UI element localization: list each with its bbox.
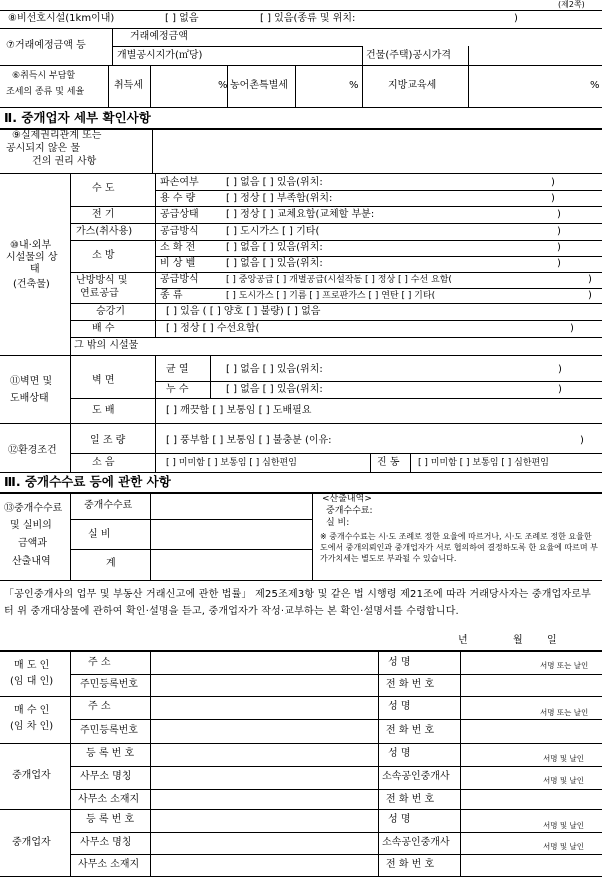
gas-method-label: 공급방식	[160, 226, 199, 237]
seller-sign[interactable]: 서명 또는 날인	[540, 661, 589, 670]
rural-tax-label: 농어촌특별세	[230, 80, 288, 91]
acq-tax-label: 취득세	[114, 80, 143, 91]
land-price-label: 개별공시지가(㎡당)	[117, 50, 203, 61]
total-label: 계	[106, 558, 116, 569]
wall-label-1: ⑪벽면 및	[10, 376, 53, 387]
page-label: (제2쪽)	[558, 0, 585, 9]
fire-label: 소 방	[92, 250, 115, 261]
facility-label-1: ⑩내·외부	[10, 240, 52, 251]
close-paren: )	[588, 274, 592, 285]
buyer-name-label: 성 명	[388, 701, 411, 712]
seller-address-label: 주 소	[88, 657, 111, 668]
noise-options[interactable]: [ ] 미미함 [ ] 보통임 [ ] 심한편임	[166, 458, 297, 468]
noise-label: 소 음	[92, 457, 115, 468]
drain-label: 배 수	[92, 323, 115, 334]
pct-2: %	[349, 80, 359, 91]
close-paren: )	[580, 435, 584, 446]
wall-label-2: 도배상태	[10, 393, 49, 404]
gas-label: 가스(취사용)	[76, 226, 133, 237]
agent1-addr-label: 사무소 소재지	[78, 794, 140, 805]
agent1-sign[interactable]: 서명 및 날인	[543, 754, 584, 763]
leak-options[interactable]: [ ] 없음 [ ] 있음(위치:	[226, 384, 323, 395]
hydrant-label: 소 화 전	[160, 242, 196, 253]
seller-regno-label: 주민등록번호	[80, 679, 138, 690]
date-day: 일	[547, 635, 557, 646]
close-paren: )	[514, 13, 518, 24]
agent1-affiliated-sign[interactable]: 서명 및 날인	[543, 776, 584, 785]
vibration-options[interactable]: [ ] 미미함 [ ] 보통임 [ ] 심한편임	[418, 458, 549, 468]
gas-options[interactable]: [ ] 도시가스 [ ] 기타(	[226, 226, 320, 237]
sunlight-options[interactable]: [ ] 풍부함 [ ] 보통임 [ ] 불충분 (이유:	[166, 435, 332, 446]
wallpaper-options[interactable]: [ ] 깨끗함 [ ] 보통임 [ ] 도배필요	[166, 405, 312, 416]
nimby-none-checkbox[interactable]: [ ] 없음	[165, 13, 199, 24]
agent1-label: 중개업자	[12, 770, 51, 781]
agent1-name-label: 성 명	[388, 748, 411, 759]
seller-label-2: (임 대 인)	[10, 676, 54, 687]
date-year: 년	[458, 635, 468, 646]
expected-price-label: ⑦거래예정금액 등	[6, 40, 86, 51]
heating-method-options[interactable]: [ ] 중앙공급 [ ] 개별공급(시설작동 [ ] 정상 [ ] 수선 요함(	[226, 275, 452, 285]
close-paren: )	[557, 226, 561, 237]
other-facilities-label: 그 밖의 시설물	[74, 340, 139, 351]
agent1-reg-label: 등 록 번 호	[86, 748, 135, 759]
water-label: 수 도	[92, 183, 115, 194]
water-amount-options[interactable]: [ ] 정상 [ ] 부족함(위치:	[226, 193, 333, 204]
close-paren: )	[570, 323, 574, 334]
agent2-reg-label: 등 록 번 호	[86, 814, 135, 825]
fee-label-2: 및 실비의	[10, 520, 52, 531]
expected-price-sub: 거래예정금액	[130, 31, 188, 42]
tax-label-1: ⑥취득시 부담할	[12, 71, 76, 81]
agent-fee-label: 중개수수료	[84, 500, 133, 511]
sunlight-label: 일 조 량	[90, 435, 126, 446]
buyer-regno-label: 주민등록번호	[80, 725, 138, 736]
hydrant-options[interactable]: [ ] 없음 [ ] 있음(위치:	[226, 242, 323, 253]
electric-supply-label: 공급상태	[160, 209, 199, 220]
seller-name-label: 성 명	[388, 657, 411, 668]
buyer-sign[interactable]: 서명 또는 날인	[540, 708, 589, 717]
rights-label-1: ⑨실제권리관계 또는	[12, 130, 102, 141]
close-paren: )	[558, 384, 562, 395]
close-paren: )	[558, 364, 562, 375]
close-paren: )	[557, 209, 561, 220]
agent2-addr-label: 사무소 소재지	[78, 859, 140, 870]
electric-options[interactable]: [ ] 정상 [ ] 교체요함(교체할 부분:	[226, 209, 375, 220]
seller-phone-label: 전 화 번 호	[386, 679, 435, 690]
pct-3: %	[590, 80, 600, 91]
buyer-phone-label: 전 화 번 호	[386, 725, 435, 736]
buyer-label-1: 매 수 인	[14, 705, 50, 716]
water-damage-options[interactable]: [ ] 없음 [ ] 있음(위치:	[226, 177, 323, 188]
close-paren: )	[551, 193, 555, 204]
close-paren: )	[557, 258, 561, 269]
fee-label-3: 금액과	[18, 538, 47, 549]
agent2-office-label: 사무소 명칭	[80, 837, 132, 848]
drain-options[interactable]: [ ] 정상 [ ] 수선요함(	[166, 323, 260, 334]
fee-label-1: ⑬중개수수료	[4, 503, 63, 514]
buyer-address-label: 주 소	[88, 701, 111, 712]
vibration-label: 진 동	[377, 457, 400, 468]
confirmation-text: 「공인중개사의 업무 및 부동산 거래신고에 관한 법률」 제25조제3항 및 같은 법 시행령 제21조에 따라 거래당사자는 중개업자로부터 위 중개대상물에 관하여 확인·설명을 듣고, 중개업자가 작성·교부하는 본 확인·설명서를 수령합니다.	[4, 589, 592, 617]
calc-fee: 중개수수료:	[326, 506, 373, 516]
nimby-exist-checkbox[interactable]: [ ] 있음(종류 및 위치:	[260, 13, 356, 24]
pct-1: %	[218, 80, 228, 91]
agent1-office-label: 사무소 명칭	[80, 771, 132, 782]
heating-label-2: 연료공급	[80, 288, 119, 299]
nimby-facility-label: ⑧비선호시설(1km이내)	[8, 13, 115, 24]
edu-tax-label: 지방교육세	[388, 80, 437, 91]
heating-type-options[interactable]: [ ] 도시가스 [ ] 기름 [ ] 프로판가스 [ ] 연탄 [ ] 기타(	[226, 291, 436, 301]
heating-label-1: 난방방식 및	[76, 275, 128, 286]
environment-label: ⑫환경조건	[8, 445, 57, 456]
electric-label: 전 기	[92, 209, 115, 220]
alarm-options[interactable]: [ ] 없음 [ ] 있음(위치:	[226, 258, 323, 269]
agent2-label: 중개업자	[12, 837, 51, 848]
seller-label-1: 매 도 인	[14, 660, 50, 671]
expense-label: 실 비	[88, 529, 111, 540]
heating-type-label: 종 류	[160, 290, 183, 301]
fee-label-4: 산출내역	[12, 556, 51, 567]
agent2-phone-label: 전 화 번 호	[386, 859, 435, 870]
water-amount-label: 용 수 량	[160, 193, 196, 204]
agent1-phone-label: 전 화 번 호	[386, 794, 435, 805]
buyer-label-2: (임 차 인)	[10, 721, 54, 732]
calc-expense: 실 비:	[326, 518, 350, 528]
agent1-affiliated-label: 소속공인중개사	[382, 771, 450, 782]
close-paren: )	[588, 290, 592, 301]
tax-label-2: 조세의 종류 및 세율	[6, 87, 85, 97]
date-month: 월	[513, 635, 523, 646]
house-price-label: 건물(주택)공시가격	[366, 50, 452, 61]
agent2-affiliated-sign[interactable]: 서명 및 날인	[543, 842, 584, 851]
crack-label: 균 열	[166, 364, 189, 375]
close-paren: )	[551, 177, 555, 188]
crack-options[interactable]: [ ] 없음 [ ] 있음(위치:	[226, 364, 323, 375]
elevator-options[interactable]: [ ] 있음 ( [ ] 양호 [ ] 불량) [ ] 없음	[166, 306, 321, 317]
agent2-sign[interactable]: 서명 및 날인	[543, 821, 584, 830]
fee-note: ※ 중개수수료는 시·도 조례로 정한 요율에 따르거나, 시·도 조례로 정한 요율한도에서 중개의뢰인과 중개업자가 서로 협의하여 결정하도록 한 요율에 따르며 부가가치세는 별도로 부과될 수 있습니다.	[320, 532, 598, 563]
rights-label-3: 건의 권리 사항	[32, 156, 97, 167]
facility-label-4: (건축물)	[13, 279, 50, 290]
section-3-title: Ⅲ. 중개수수료 등에 관한 사항	[4, 474, 171, 489]
facility-label-3: 태	[30, 264, 40, 275]
leak-label: 누 수	[166, 384, 189, 395]
calc-title: <산출내역>	[322, 494, 372, 504]
heating-method-label: 공급방식	[160, 274, 199, 285]
wall-sub-label: 벽 면	[92, 375, 115, 386]
agent2-name-label: 성 명	[388, 814, 411, 825]
rights-label-2: 공시되지 않은 물	[6, 143, 80, 154]
section-2-title: Ⅱ. 중개업자 세부 확인사항	[4, 110, 151, 125]
agent2-affiliated-label: 소속공인중개사	[382, 837, 450, 848]
water-damage-label: 파손여부	[160, 177, 199, 188]
close-paren: )	[557, 242, 561, 253]
facility-label-2: 시설물의 상	[6, 252, 58, 263]
wallpaper-label: 도 배	[92, 405, 115, 416]
elevator-label: 승강기	[96, 306, 125, 317]
alarm-label: 비 상 벨	[160, 258, 196, 269]
